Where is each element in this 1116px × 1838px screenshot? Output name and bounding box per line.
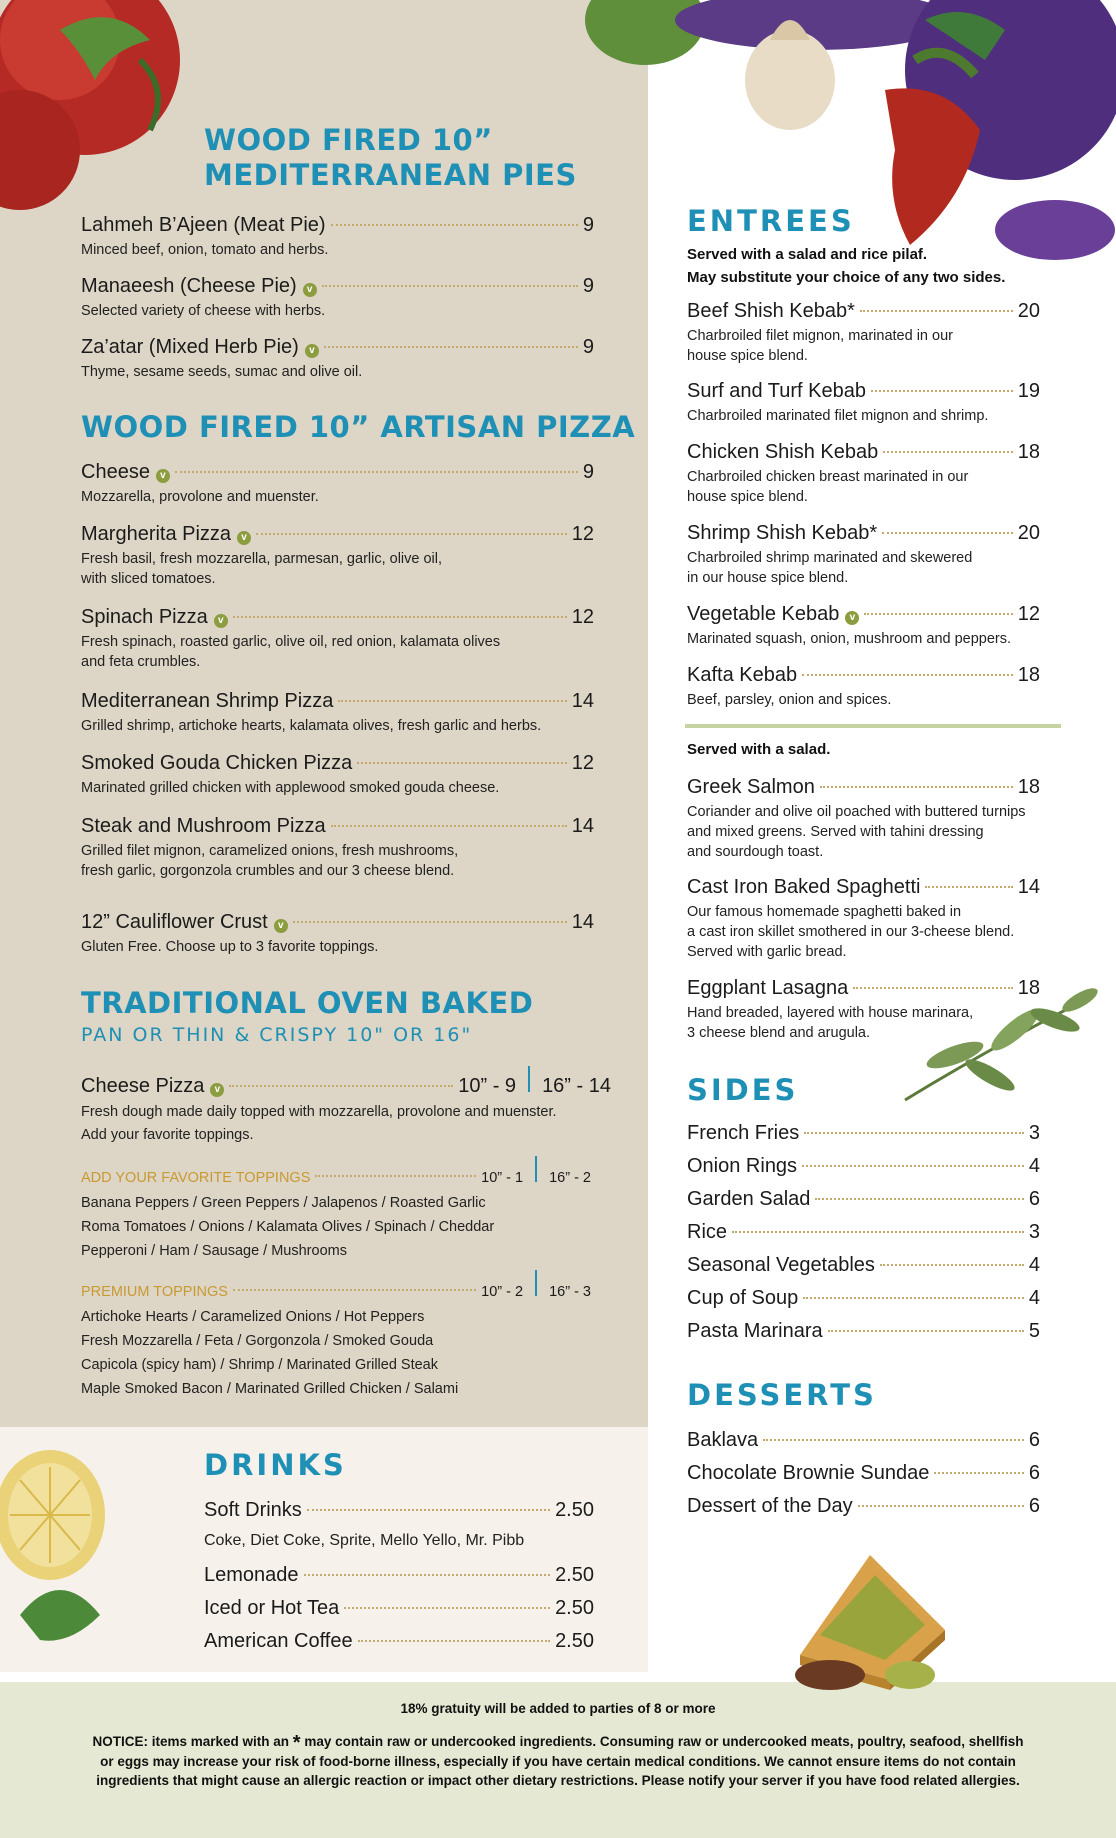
- item-name: Rice: [687, 1221, 728, 1243]
- food-safety-notice-line1: [0, 1733, 1116, 1752]
- pies-title-line1: WOOD FIRED 10”: [204, 123, 493, 157]
- toppings-line: Capicola (spicy ham) / Shrimp / Marinated Grilled Steak: [81, 1357, 438, 1373]
- menu-item-lahmeh: [81, 212, 594, 260]
- menu-item-cauliflower-crust: [81, 909, 594, 957]
- entrees-note-line2: May substitute your choice of any two sides.: [687, 269, 1006, 286]
- item-price: 19: [1017, 380, 1040, 402]
- asterisk-symbol: *: [292, 1732, 301, 1754]
- entrees-salad-note: Served with a salad.: [687, 741, 831, 758]
- item-name: Lahmeh B’Ajeen (Meat Pie): [81, 214, 326, 236]
- item-price: 3: [1028, 1122, 1040, 1144]
- entree-item-eggplant-lasagna: [687, 975, 1040, 1043]
- item-name: Iced or Hot Tea: [204, 1597, 340, 1619]
- item-price: 14: [571, 815, 594, 837]
- menu-item-mediterranean-shrimp: [81, 688, 594, 736]
- item-name: Shrimp Shish Kebab*: [687, 522, 878, 544]
- item-name: Mediterranean Shrimp Pizza: [81, 690, 334, 712]
- side-item: [687, 1318, 1040, 1344]
- item-price: 14: [571, 911, 594, 933]
- traditional-subtitle: PAN OR THIN & CRISPY 10" OR 16": [81, 1024, 473, 1046]
- item-name: Soft Drinks: [204, 1499, 302, 1521]
- item-price: 12: [571, 606, 594, 628]
- item-price: 20: [1017, 522, 1040, 544]
- desserts-title: DESSERTS: [687, 1378, 877, 1412]
- menu-item-steak-mushroom: [81, 813, 594, 881]
- item-description: in our house spice blend.: [687, 570, 849, 586]
- item-description: Selected variety of cheese with herbs.: [81, 303, 326, 319]
- item-price: 18: [1017, 977, 1040, 999]
- side-item: [687, 1120, 1040, 1146]
- price-16-inch: 16” - 14: [542, 1075, 611, 1097]
- item-name: Greek Salmon: [687, 776, 815, 798]
- item-description: Mozzarella, provolone and muenster.: [81, 489, 319, 505]
- notice-text: NOTICE: items marked with an: [92, 1734, 290, 1749]
- drink-item-tea: [204, 1595, 594, 1621]
- favorite-toppings-block: [81, 1156, 591, 1263]
- item-price: 2.50: [555, 1597, 594, 1619]
- item-name: Baklava: [687, 1429, 759, 1451]
- item-description: fresh garlic, gorgonzola crumbles and our 3 cheese blend.: [81, 863, 455, 879]
- price-16-inch: 16” - 3: [549, 1284, 591, 1300]
- item-description: Beef, parsley, onion and spices.: [687, 692, 892, 708]
- item-name: Cup of Soup: [687, 1287, 799, 1309]
- item-price: 6: [1028, 1462, 1040, 1484]
- item-name: Za’atar (Mixed Herb Pie): [81, 336, 299, 358]
- toppings-line: Pepperoni / Ham / Sausage / Mushrooms: [81, 1243, 347, 1259]
- toppings-line: Artichoke Hearts / Caramelized Onions / Hot Peppers: [81, 1309, 425, 1325]
- item-price: 12: [1017, 603, 1040, 625]
- item-price: 12: [571, 523, 594, 545]
- price-10-inch: 10” - 2: [481, 1284, 524, 1300]
- entree-item-surf-turf: [687, 378, 1040, 426]
- side-item: [687, 1219, 1040, 1245]
- item-name: American Coffee: [204, 1630, 353, 1652]
- item-price: 2.50: [555, 1564, 594, 1586]
- item-price: 18: [1017, 776, 1040, 798]
- item-description: and sourdough toast.: [687, 844, 824, 860]
- price-10-inch: 10” - 1: [481, 1170, 524, 1186]
- entrees-note-line1: Served with a salad and rice pilaf.: [687, 246, 928, 263]
- dessert-item: [687, 1427, 1040, 1453]
- item-name: Vegetable Kebab: [687, 603, 840, 625]
- item-description: Coriander and olive oil poached with buttered turnips: [687, 804, 1026, 820]
- item-price: 9: [582, 275, 594, 297]
- entree-item-chicken-shish: [687, 439, 1040, 507]
- vegetarian-badge-icon: v: [274, 919, 288, 933]
- vegetarian-badge-icon: v: [845, 611, 859, 625]
- entree-item-vegetable-kebab: [687, 601, 1040, 649]
- item-price: 4: [1028, 1155, 1040, 1177]
- item-price: 18: [1017, 664, 1040, 686]
- item-description: Hand breaded, layered with house marinara,: [687, 1005, 974, 1021]
- item-name: Cheese: [81, 461, 150, 483]
- drink-item-lemonade: [204, 1562, 594, 1588]
- item-name: Kafta Kebab: [687, 664, 798, 686]
- side-item: [687, 1153, 1040, 1179]
- item-description: Minced beef, onion, tomato and herbs.: [81, 242, 329, 258]
- item-description: Marinated grilled chicken with applewood smoked gouda cheese.: [81, 780, 500, 796]
- drink-item-soft-drinks: [204, 1497, 594, 1551]
- side-item: [687, 1186, 1040, 1212]
- favorite-toppings-label: ADD YOUR FAVORITE TOPPINGS: [81, 1170, 311, 1186]
- item-price: 4: [1028, 1254, 1040, 1276]
- item-name: Pasta Marinara: [687, 1320, 823, 1342]
- item-name: Surf and Turf Kebab: [687, 380, 867, 402]
- item-description: Charbroiled chicken breast marinated in our: [687, 469, 969, 485]
- vegetarian-badge-icon: v: [303, 283, 317, 297]
- item-description: and feta crumbles.: [81, 654, 201, 670]
- item-description: and mixed greens. Served with tahini dressing: [687, 824, 984, 840]
- vegetarian-badge-icon: v: [210, 1083, 224, 1097]
- sides-title: SIDES: [687, 1073, 799, 1107]
- price-separator: [535, 1156, 537, 1182]
- item-name: Chocolate Brownie Sundae: [687, 1462, 930, 1484]
- item-name: Seasonal Vegetables: [687, 1254, 875, 1276]
- vegetarian-badge-icon: v: [156, 469, 170, 483]
- food-safety-notice-line3: ingredients that might cause an allergic reaction or impact other dietary restrictions. Please notify your server if you have food related allergies.: [96, 1773, 1020, 1788]
- gratuity-notice: 18% gratuity will be added to parties of 8 or more: [400, 1701, 716, 1716]
- vegetarian-badge-icon: v: [305, 344, 319, 358]
- traditional-title: TRADITIONAL OVEN BAKED: [81, 986, 534, 1020]
- item-description: Served with garlic bread.: [687, 944, 847, 960]
- price-separator: [528, 1066, 530, 1092]
- item-name: Steak and Mushroom Pizza: [81, 815, 326, 837]
- item-description: Thyme, sesame seeds, sumac and olive oil.: [81, 364, 363, 380]
- entree-item-greek-salmon: [687, 774, 1040, 862]
- menu-item-zaatar: [81, 334, 594, 382]
- item-price: 9: [582, 214, 594, 236]
- item-name: Chicken Shish Kebab: [687, 441, 879, 463]
- item-price: 14: [571, 690, 594, 712]
- notice-text: may contain raw or undercooked ingredients. Consuming raw or undercooked meats, poultry, seafood, shellfish: [304, 1734, 1024, 1749]
- item-description: Charbroiled shrimp marinated and skewered: [687, 550, 973, 566]
- item-price: 9: [582, 336, 594, 358]
- baklava-illustration: [780, 1535, 960, 1695]
- item-name: Eggplant Lasagna: [687, 977, 849, 999]
- item-description: Add your favorite toppings.: [81, 1127, 254, 1143]
- item-price: 5: [1028, 1320, 1040, 1342]
- item-name: 12” Cauliflower Crust: [81, 911, 268, 933]
- item-price: 20: [1017, 300, 1040, 322]
- menu-item-cheese-pizza: [81, 1066, 611, 1145]
- lemon-illustration: [0, 1445, 130, 1650]
- menu-item-spinach: [81, 604, 594, 672]
- item-description: Charbroiled filet mignon, marinated in our: [687, 328, 953, 344]
- entree-item-beef-shish: [687, 298, 1040, 366]
- item-price: 14: [1017, 876, 1040, 898]
- entrees-title: ENTREES: [687, 204, 855, 238]
- item-description: Grilled shrimp, artichoke hearts, kalamata olives, fresh garlic and herbs.: [81, 718, 542, 734]
- item-name: Lemonade: [204, 1564, 299, 1586]
- item-price: 2.50: [555, 1499, 594, 1521]
- toppings-line: Banana Peppers / Green Peppers / Jalapenos / Roasted Garlic: [81, 1195, 486, 1211]
- item-name: Spinach Pizza: [81, 606, 208, 628]
- drink-item-coffee: [204, 1628, 594, 1654]
- item-name: Cheese Pizza: [81, 1075, 205, 1097]
- menu-item-cheese: [81, 459, 594, 507]
- item-description: Gluten Free. Choose up to 3 favorite toppings.: [81, 939, 379, 955]
- item-description: house spice blend.: [687, 489, 808, 505]
- item-name: Smoked Gouda Chicken Pizza: [81, 752, 353, 774]
- item-description: Fresh spinach, roasted garlic, olive oil, red onion, kalamata olives: [81, 634, 501, 650]
- premium-toppings-label: PREMIUM TOPPINGS: [81, 1284, 228, 1300]
- item-price: 6: [1028, 1429, 1040, 1451]
- pies-title-line2: MEDITERRANEAN PIES: [204, 158, 577, 192]
- entree-item-kafta-kebab: [687, 662, 1040, 710]
- item-price: 9: [582, 461, 594, 483]
- side-item: [687, 1285, 1040, 1311]
- menu-item-margherita: [81, 521, 594, 589]
- menu-item-manaeesh: [81, 273, 594, 321]
- item-name: Cast Iron Baked Spaghetti: [687, 876, 921, 898]
- item-description: Coke, Diet Coke, Sprite, Mello Yello, Mr. Pibb: [204, 1532, 525, 1549]
- item-description: Fresh dough made daily topped with mozzarella, provolone and muenster.: [81, 1104, 557, 1120]
- item-name: Manaeesh (Cheese Pie): [81, 275, 297, 297]
- item-price: 2.50: [555, 1630, 594, 1652]
- item-name: French Fries: [687, 1122, 800, 1144]
- item-price: 18: [1017, 441, 1040, 463]
- drinks-title: DRINKS: [204, 1448, 347, 1482]
- item-description: house spice blend.: [687, 348, 808, 364]
- item-description: Fresh basil, fresh mozzarella, parmesan, garlic, olive oil,: [81, 551, 443, 567]
- dessert-item: [687, 1460, 1040, 1486]
- item-description: Grilled filet mignon, caramelized onions, fresh mushrooms,: [81, 843, 459, 859]
- entree-item-shrimp-shish: [687, 520, 1040, 588]
- item-name: Onion Rings: [687, 1155, 798, 1177]
- toppings-line: Roma Tomatoes / Onions / Kalamata Olives / Spinach / Cheddar: [81, 1219, 495, 1235]
- item-description: Charbroiled marinated filet mignon and shrimp.: [687, 408, 989, 424]
- item-description: Marinated squash, onion, mushroom and peppers.: [687, 631, 1012, 647]
- side-item: [687, 1252, 1040, 1278]
- menu-item-smoked-gouda: [81, 750, 594, 798]
- item-name: Dessert of the Day: [687, 1495, 853, 1517]
- item-description: Our famous homemade spaghetti baked in: [687, 904, 962, 920]
- toppings-line: Fresh Mozzarella / Feta / Gorgonzola / Smoked Gouda: [81, 1333, 434, 1349]
- price-separator: [535, 1270, 537, 1296]
- artisan-pizza-title: WOOD FIRED 10” ARTISAN PIZZA: [81, 410, 636, 444]
- price-10-inch: 10” - 9: [458, 1075, 517, 1097]
- toppings-line: Maple Smoked Bacon / Marinated Grilled Chicken / Salami: [81, 1381, 459, 1397]
- item-name: Garden Salad: [687, 1188, 811, 1210]
- entree-item-cast-iron-spaghetti: [687, 874, 1040, 962]
- item-name: Margherita Pizza: [81, 523, 232, 545]
- item-description: 3 cheese blend and arugula.: [687, 1025, 871, 1041]
- item-price: 3: [1028, 1221, 1040, 1243]
- item-price: 6: [1028, 1495, 1040, 1517]
- premium-toppings-block: [81, 1270, 591, 1401]
- entrees-divider: [685, 724, 1061, 728]
- vegetarian-badge-icon: v: [214, 614, 228, 628]
- item-description: a cast iron skillet smothered in our 3-cheese blend.: [687, 924, 1015, 940]
- dessert-item: [687, 1493, 1040, 1519]
- price-16-inch: 16” - 2: [549, 1170, 591, 1186]
- vegetarian-badge-icon: v: [237, 531, 251, 545]
- item-description: with sliced tomatoes.: [81, 571, 216, 587]
- item-price: 4: [1028, 1287, 1040, 1309]
- item-price: 6: [1028, 1188, 1040, 1210]
- item-price: 12: [571, 752, 594, 774]
- food-safety-notice-line2: or eggs may increase your risk of food-borne illness, especially if you have certain medical conditions. We cannot ensure items do not contain: [100, 1754, 1016, 1769]
- item-name: Beef Shish Kebab*: [687, 300, 855, 322]
